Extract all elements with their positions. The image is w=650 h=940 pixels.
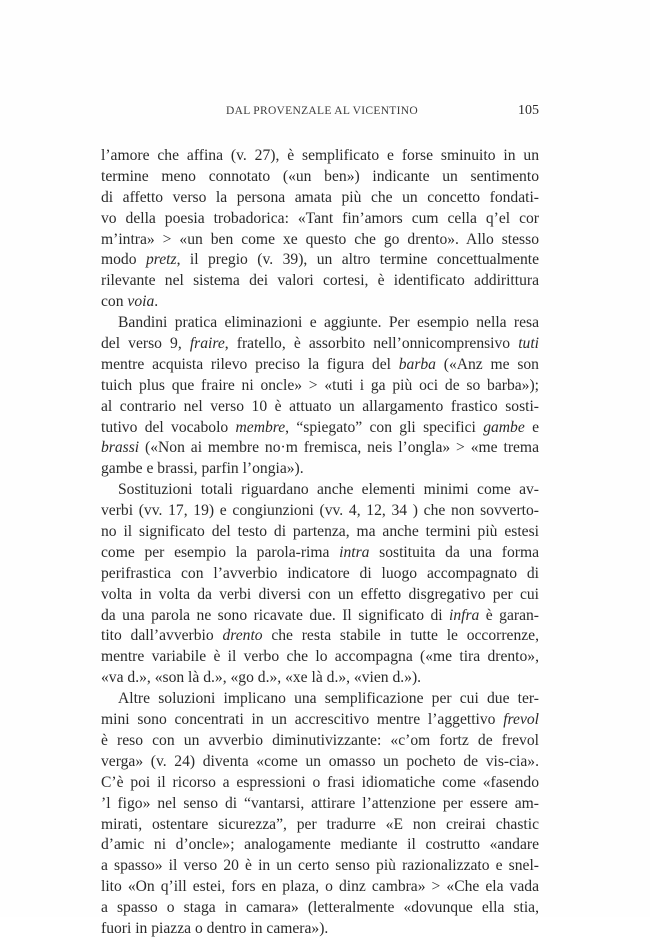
text-line [101, 334, 539, 355]
text-run: verbi (vv. 17, 19) e congiunzioni (vv. 4, 12, 34 ) che non sovverto- [101, 502, 539, 520]
text-line [101, 209, 539, 230]
text-line [101, 188, 539, 209]
text-run: rilevante nel sistema dei valori cortesi, è identificato addirittura [101, 272, 539, 290]
text-line [101, 355, 539, 376]
text-run: che resta stabile in tutte le occorrenze, [262, 627, 539, 645]
text-line [101, 835, 539, 856]
text-run: con [101, 293, 128, 311]
text-line [101, 919, 539, 940]
text-line [101, 397, 539, 418]
text-run: («Non ai membre no·m fremisca, neis l’ongla» > «me trema [139, 439, 539, 457]
text-line [101, 438, 539, 459]
text-run: C’è poi il ricorso a espressioni o frasi idiomatiche come «fasendo [101, 773, 539, 791]
paragraph [101, 313, 539, 480]
text-run: . [154, 293, 159, 311]
text-run: ’l figo» nel senso di “vantarsi, attirare l’attenzione per essere am- [101, 794, 539, 812]
text-run: del verso 9, [101, 335, 190, 353]
text-run: vo della poesia trobadorica: «Tant fin’amors cum cella q’el cor [101, 209, 539, 227]
text-run: è garan- [479, 606, 539, 624]
italic-term: intra [339, 543, 370, 561]
text-line [101, 856, 539, 877]
italic-term: membre [235, 418, 286, 436]
text-line [101, 815, 539, 836]
text-line [101, 794, 539, 815]
text-run: , “spiegato” con gli specifici [285, 418, 484, 436]
text-run: mirati, ostentare sicurezza”, per tradurre «E non creirai chastic [101, 815, 539, 833]
text-run: modo [101, 251, 146, 269]
text-line [101, 710, 539, 731]
text-line [101, 773, 539, 794]
text-run: , il pregio (v. 39), un altro termine concettualmente [176, 251, 540, 269]
text-run: m’intra» > «un ben come xe questo che go drento». Allo stesso [101, 230, 539, 248]
text-line [101, 522, 539, 543]
text-run: mentre acquista rilevo preciso la figura del [101, 355, 399, 373]
text-line [101, 418, 539, 439]
text-line [101, 292, 539, 313]
italic-term: brassi [101, 439, 140, 457]
text-line [101, 689, 539, 710]
text-run: e [524, 418, 540, 436]
text-line [101, 230, 539, 251]
text-line [101, 167, 539, 188]
running-head [101, 103, 539, 121]
text-line [101, 376, 539, 397]
text-run: no il significato del testo di partenza, ma anche termini più estesi [101, 523, 539, 541]
text-line [101, 877, 539, 898]
italic-term: fraire [189, 335, 225, 353]
running-title: DAL PROVENZALE AL VICENTINO [226, 105, 418, 117]
text-run: sostituita da una forma [369, 543, 539, 561]
text-run: mentre variabile è il verbo che lo accompagna («me tira drento», [101, 648, 539, 666]
text-line [101, 313, 539, 334]
text-run: tuich plus que fraire ni oncle» > «tuti i ga più oci de so barba»); [101, 376, 539, 394]
text-run: «va d.», «son là d.», «go d.», «xe là d.», «vien d.»). [101, 669, 422, 687]
text-run: verga» (v. 24) diventa «come un omasso un pocheto de vis-cia». [101, 752, 539, 770]
text-run: Bandini pratica eliminazioni e aggiunte. Per esempio nella resa [118, 314, 539, 332]
text-run: lito «On q’ill estei, fors en plaza, o dinz cambra» > «Che ela vada [101, 878, 539, 896]
text-line [101, 898, 539, 919]
italic-term: infra [449, 606, 480, 624]
text-line [101, 480, 539, 501]
text-line [101, 668, 539, 689]
text-run: , fratello, è assorbito nell’onnicomprensivo [224, 335, 519, 353]
paragraph [101, 689, 539, 940]
text-run: («Anz me son [435, 355, 539, 373]
text-line [101, 250, 539, 271]
text-run: volta in volta da verbi diversi con un effetto disgregativo per cui [101, 585, 539, 603]
text-line [101, 459, 539, 480]
text-run: l’amore che affina (v. 27), è semplificato e forse sminuito in un [101, 147, 539, 164]
text-run: tito dall’avverbio [101, 627, 223, 645]
text-run: da una parola ne sono ricavate due. Il significato di [101, 606, 450, 624]
italic-term: barba [398, 355, 436, 373]
text-run: al contrario nel verso 10 è attuato un allargamento frastico sosti- [101, 397, 539, 415]
text-run: d’amic ni d’oncle»; analogamente mediante il costrutto «andare [101, 836, 539, 854]
text-run: Sostituzioni totali riguardano anche elementi minimi come av- [118, 481, 539, 499]
text-line [101, 647, 539, 668]
italic-term: frevol [503, 711, 539, 729]
text-run: perifrastica con l’avverbio indicatore di luogo accompagnato di [101, 564, 539, 582]
paragraph [101, 146, 539, 313]
text-line [101, 606, 539, 627]
italic-term: drento [222, 627, 263, 645]
text-run: come per esempio la parola-rima [101, 543, 340, 561]
text-line [101, 626, 539, 647]
text-run: a spasso o staga in camara» (letteralmente «dovunque ella stia, [101, 899, 539, 917]
text-line [101, 146, 539, 167]
text-run: termine meno connotato («un ben») indicante un sentimento [101, 167, 539, 185]
text-run: di affetto verso la persona amata più che un concetto fondati- [101, 188, 539, 206]
text-line [101, 585, 539, 606]
italic-term: gambe [483, 418, 525, 436]
italic-term: voia [127, 293, 155, 311]
text-run: fuori in piazza o dentro in camera»). [101, 919, 329, 937]
text-run: Altre soluzioni implicano una semplificazione per cui due ter- [118, 690, 539, 708]
text-run: è reso con un avverbio diminutivizzante: «c’om fortz de frevol [101, 731, 539, 749]
paragraph [101, 480, 539, 689]
text-line [101, 731, 539, 752]
text-line [101, 543, 539, 564]
page-number: 105 [518, 103, 539, 118]
text-line [101, 752, 539, 773]
text-line [101, 271, 539, 292]
italic-term: pretz [145, 251, 177, 269]
text-run: mini sono concentrati in un accrescitivo mentre l’aggettivo [101, 711, 504, 729]
text-run: gambe e brassi, parfin l’ongia»). [101, 460, 304, 478]
text-run: a spasso» il verso 20 è in un certo senso più razionalizzato e snel- [101, 857, 539, 875]
text-run: tutivo del vocabolo [101, 418, 236, 436]
body-text [101, 146, 539, 940]
italic-term: tuti [518, 335, 540, 353]
text-line [101, 564, 539, 585]
text-line [101, 501, 539, 522]
